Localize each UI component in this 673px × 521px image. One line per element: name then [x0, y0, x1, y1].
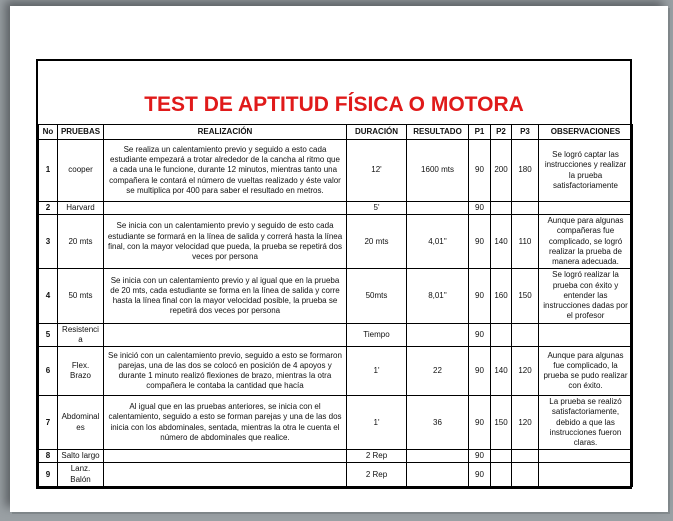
cell-no: 1 [39, 140, 58, 202]
cell-realizacion: Se inició con un calentamiento previo, seguido a esto se formaron parejas, una de las dos se colocó en posición de 4 apoyos y durante 1 minuto realizó flexiones de brazo, mientras la otra compañera le contaba la cantidad que hacía [104, 347, 347, 396]
cell-prueba: Harvard [58, 202, 104, 215]
document-title-row [38, 61, 630, 124]
table-row [39, 463, 633, 486]
cell-no: 3 [39, 215, 58, 269]
cell-duracion: 12' [347, 140, 407, 202]
cell-realizacion [104, 323, 347, 346]
cell-prueba: Resistencia [58, 323, 104, 346]
cell-realizacion: Se inicia con un calentamiento previo y al igual que en la prueba de 20 mts, cada estudiante se forma en la línea de salida y corre hasta la línea final con la mayor velocidad posible, la prueba se repetirá dos veces por persona [104, 269, 347, 323]
cell-p3: 180 [512, 140, 539, 202]
cell-duracion: 5' [347, 202, 407, 215]
column-header: P3 [512, 125, 539, 140]
column-header: PRUEBAS [58, 125, 104, 140]
cell-p1: 90 [469, 396, 491, 450]
document-title: TEST DE APTITUD FÍSICA O MOTORA [144, 93, 524, 116]
cell-p2: 140 [491, 347, 512, 396]
cell-resultado: 22 [407, 347, 469, 396]
cell-realizacion: Se inicia con un calentamiento previo y seguido de esto cada estudiante se formará en la línea de salida y correrá hasta la línea final, con la mayor velocidad que pueda, la prueba se repetirá dos veces por persona [104, 215, 347, 269]
cell-resultado: 8,01'' [407, 269, 469, 323]
cell-prueba: 20 mts [58, 215, 104, 269]
cell-p2: 140 [491, 215, 512, 269]
cell-p2: 150 [491, 396, 512, 450]
cell-observaciones [539, 202, 633, 215]
cell-duracion: 1' [347, 347, 407, 396]
cell-no: 8 [39, 450, 58, 463]
cell-prueba: Flex. Brazo [58, 347, 104, 396]
cell-duracion: 1' [347, 396, 407, 450]
cell-no: 2 [39, 202, 58, 215]
document-page [10, 6, 668, 512]
cell-prueba: cooper [58, 140, 104, 202]
cell-p3: 120 [512, 396, 539, 450]
cell-p2 [491, 463, 512, 486]
cell-no: 7 [39, 396, 58, 450]
cell-p3 [512, 463, 539, 486]
table-row [39, 269, 633, 323]
cell-p1: 90 [469, 269, 491, 323]
cell-no: 5 [39, 323, 58, 346]
cell-observaciones: Aunque para algunas fue complicado, la prueba se pudo realizar con éxito. [539, 347, 633, 396]
table-row [39, 450, 633, 463]
column-header: P1 [469, 125, 491, 140]
cell-observaciones: Aunque para algunas compañeras fue complicado, se logró realizar la prueba de manera adecuada. [539, 215, 633, 269]
aptitude-test-table [38, 124, 633, 487]
cell-prueba: Abdominales [58, 396, 104, 450]
cell-resultado [407, 450, 469, 463]
table-row [39, 396, 633, 450]
cell-p1: 90 [469, 463, 491, 486]
cell-p1: 90 [469, 140, 491, 202]
cell-p2 [491, 450, 512, 463]
cell-resultado: 4,01'' [407, 215, 469, 269]
cell-observaciones: Se logró realizar la prueba con éxito y entender las instrucciones dadas por el profesor [539, 269, 633, 323]
cell-no: 9 [39, 463, 58, 486]
cell-p1: 90 [469, 215, 491, 269]
cell-prueba: Salto largo [58, 450, 104, 463]
cell-p3 [512, 450, 539, 463]
cell-duracion: 50mts [347, 269, 407, 323]
cell-duracion: 2 Rep [347, 450, 407, 463]
cell-p3: 120 [512, 347, 539, 396]
cell-resultado [407, 463, 469, 486]
cell-observaciones [539, 450, 633, 463]
cell-p3 [512, 202, 539, 215]
cell-p3 [512, 323, 539, 346]
column-header: DURACIÓN [347, 125, 407, 140]
cell-realizacion: Al igual que en las pruebas anteriores, se inicia con el calentamiento, seguido a esto se forman parejas y una de las dos inicia con los abdominales, sentada, mientras la otra le cuenta el número de abdominales que realice. [104, 396, 347, 450]
table-row [39, 323, 633, 346]
cell-duracion: 20 mts [347, 215, 407, 269]
table-row [39, 202, 633, 215]
cell-resultado: 1600 mts [407, 140, 469, 202]
cell-realizacion [104, 450, 347, 463]
cell-duracion: Tiempo [347, 323, 407, 346]
cell-resultado [407, 202, 469, 215]
table-row [39, 140, 633, 202]
cell-realizacion [104, 463, 347, 486]
column-header: P2 [491, 125, 512, 140]
column-header: No [39, 125, 58, 140]
cell-observaciones: La prueba se realizó satisfactoriamente, debido a que las instrucciones fueron claras. [539, 396, 633, 450]
table-body [39, 140, 633, 487]
cell-p2: 200 [491, 140, 512, 202]
document-outer-frame [36, 59, 632, 489]
column-header: REALIZACIÓN [104, 125, 347, 140]
cell-observaciones [539, 323, 633, 346]
cell-p2 [491, 202, 512, 215]
column-header: OBSERVACIONES [539, 125, 633, 140]
cell-resultado [407, 323, 469, 346]
cell-observaciones: Se logró captar las instrucciones y realizar la prueba satisfactoriamente [539, 140, 633, 202]
cell-no: 4 [39, 269, 58, 323]
cell-p3: 110 [512, 215, 539, 269]
table-header-row [39, 125, 633, 140]
table-row [39, 347, 633, 396]
cell-prueba: Lanz. Balón [58, 463, 104, 486]
cell-p1: 90 [469, 202, 491, 215]
cell-observaciones [539, 463, 633, 486]
cell-p3: 150 [512, 269, 539, 323]
cell-p2: 160 [491, 269, 512, 323]
cell-no: 6 [39, 347, 58, 396]
table-row [39, 215, 633, 269]
cell-p1: 90 [469, 347, 491, 396]
column-header: RESULTADO [407, 125, 469, 140]
cell-realizacion: Se realiza un calentamiento previo y seguido a esto cada estudiante empezará a trotar alrededor de la cancha al ritmo que a cada una le funcione, durante 12 minutos, mientras tanto una compañera le contará el número de vueltas realizado y éste valor se multiplica por 400 para saber el resultado en metros. [104, 140, 347, 202]
cell-p2 [491, 323, 512, 346]
cell-p1: 90 [469, 450, 491, 463]
cell-resultado: 36 [407, 396, 469, 450]
cell-realizacion [104, 202, 347, 215]
cell-duracion: 2 Rep [347, 463, 407, 486]
cell-prueba: 50 mts [58, 269, 104, 323]
cell-p1: 90 [469, 323, 491, 346]
